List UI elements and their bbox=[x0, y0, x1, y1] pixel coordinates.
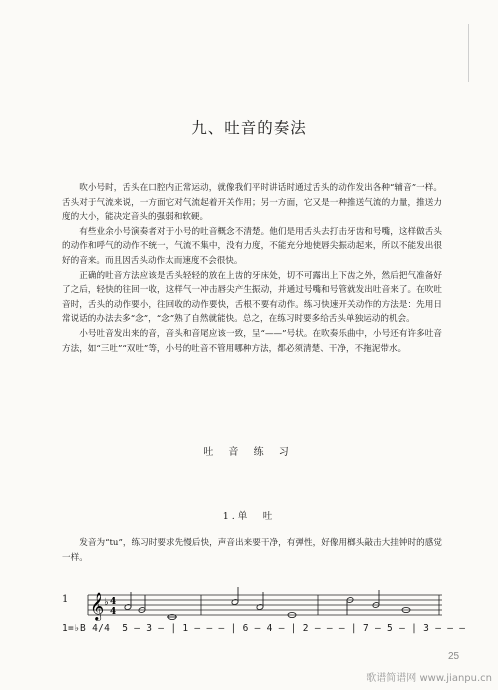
subsection-title: 1.单 吐 bbox=[222, 511, 276, 522]
time-signature-top: 4 bbox=[110, 597, 117, 607]
watermark-logo: 歌谱简谱网 www.jianpu.cn bbox=[366, 673, 492, 684]
music-staff bbox=[60, 585, 444, 621]
staff-number: 1 bbox=[62, 594, 69, 605]
paragraph: 有些业余小号演奏者对于小号的吐音概念不清楚。他们是用舌头去打击牙齿和号嘴，这样做舌头的动作和呼气的动作不统一，气流不集中，没有力度，不能充分地使唇尖振动起来，所以不能发出很好的音来。而且因舌头动作太而速度不会很快。 bbox=[62, 226, 442, 266]
page-edge-mark bbox=[468, 24, 469, 82]
chapter-title: 九、吐音的奏法 bbox=[191, 119, 307, 137]
treble-clef-icon: 𝄞 bbox=[90, 592, 105, 620]
paragraph: 吹小号时，舌头在口腔内正常运动，就像我们平时讲话时通过舌头的动作发出各种“辅音”一样。舌头对于气流来说，一方面它对气流起着开关作用；另一方面，它又是一种推送气流的力量，推送力度的大小，能决定音头的强弱和软硬。 bbox=[62, 183, 442, 223]
exercise-text bbox=[62, 536, 442, 566]
time-signature-bottom: 4 bbox=[110, 607, 117, 617]
staff-lines bbox=[88, 595, 442, 615]
flat-sign-icon: ♭ bbox=[104, 597, 109, 608]
exercise-instruction: 发音为“tu”，练习时要求先慢后快，声音出来要干净，有弹性，好像用榔头敲击大挂钟时的感觉一样。 bbox=[62, 538, 442, 563]
jianpu-notation: 1=♭B 4/4 5 – 3 – | 1 – – – | 6 – 4 – | 2 – – – | 7 – 5 – | 3 – – – bbox=[62, 623, 466, 634]
page-number: 25 bbox=[448, 651, 460, 662]
paragraph: 小号吐音发出来的音，音头和音尾应该一致，呈“——”号状。在吹奏乐曲中，小号还有许多吐音方法，如“三吐”“双吐”等，小号的吐音不管用哪种方法，都必须清楚、干净，不拖泥带水。 bbox=[62, 328, 442, 354]
body-text bbox=[62, 181, 442, 356]
paragraph: 正确的吐音方法应该是舌头轻轻的放在上齿的牙床处，切不可露出上下齿之外，然后把气准备好了之后，轻快的往回一收，这样气一冲击唇尖产生振动，并通过号嘴和号管就发出吐音来了。在吹吐音时，舌头的动作要小，往回收的动作要快，舌根不要有动作。练习快速开关动作的方法是：先用日常说话的办法去多“念”，“念”熟了自然就能快。总之，在练习时要多给舌头单独运动的机会。 bbox=[62, 270, 442, 325]
section-title: 吐 音 练 习 bbox=[203, 447, 295, 458]
